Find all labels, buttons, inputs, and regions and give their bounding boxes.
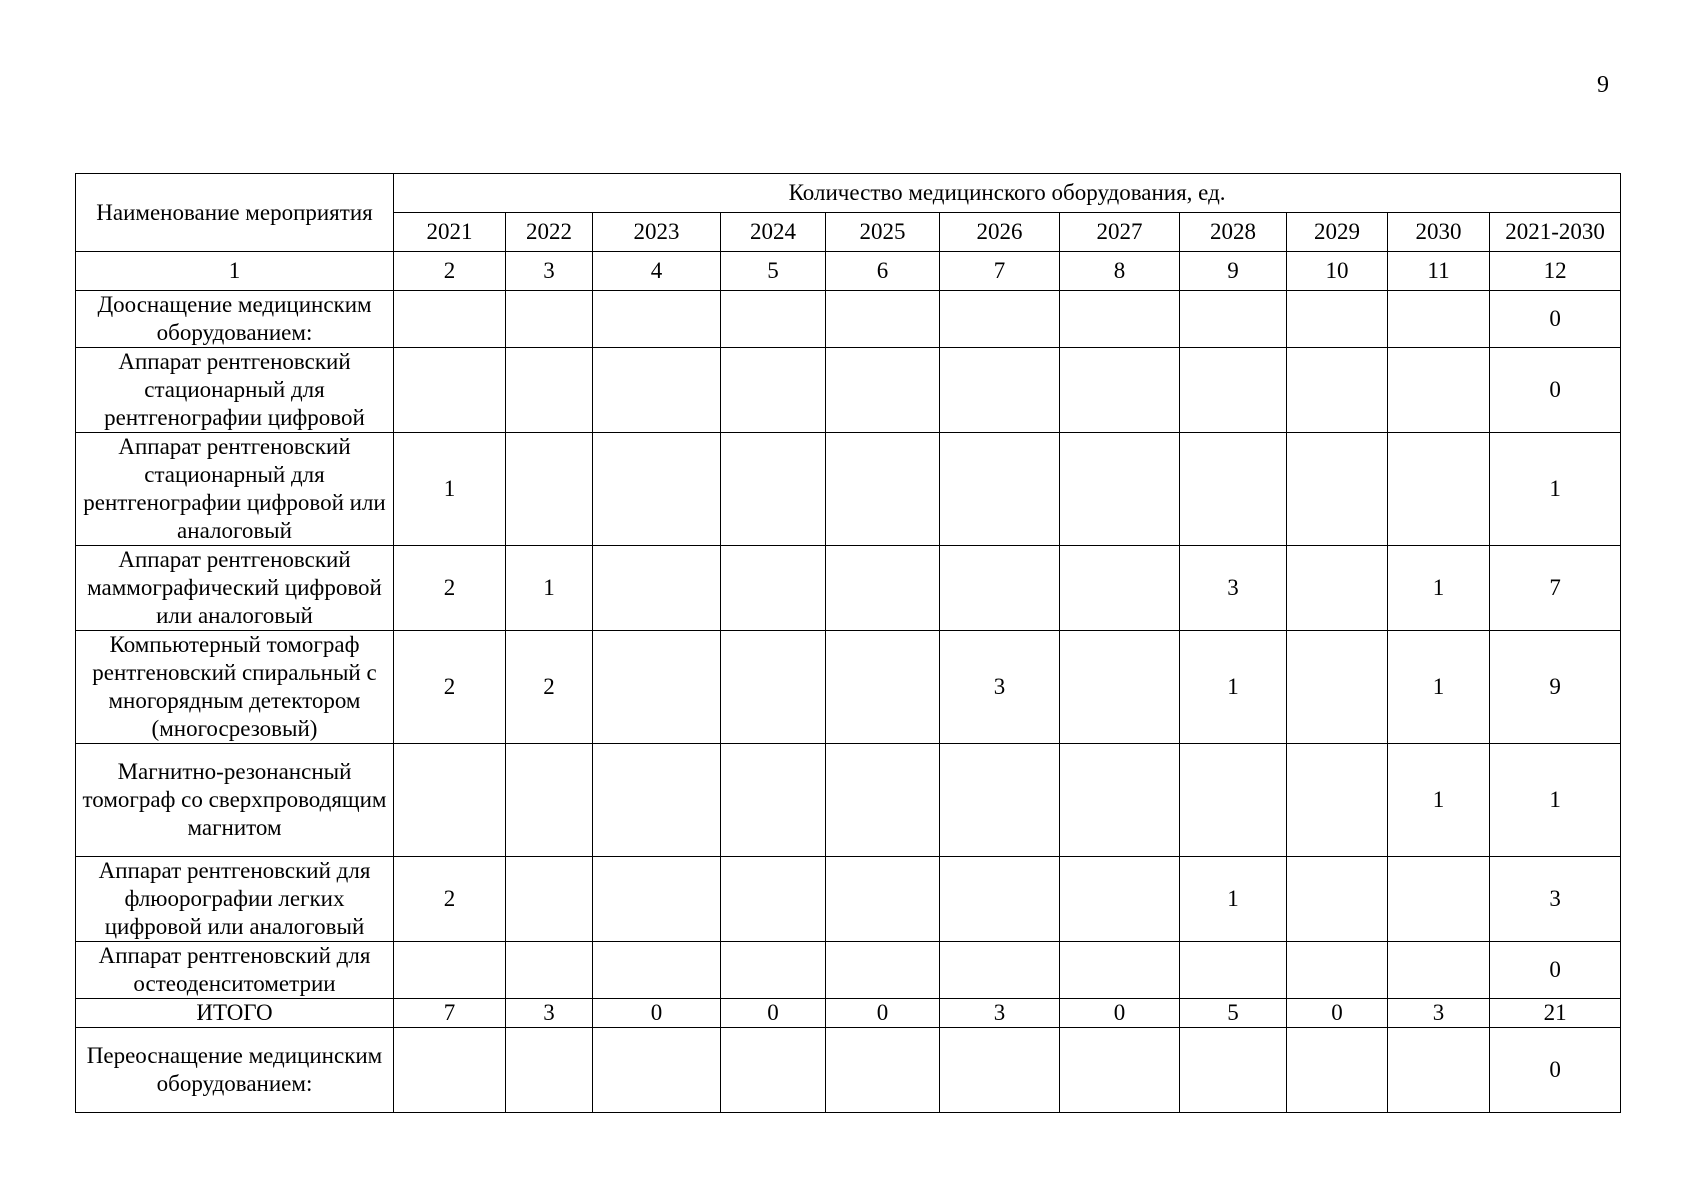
value-cell (1388, 1028, 1490, 1113)
row-name-cell: ИТОГО (76, 999, 394, 1028)
year-header: 2024 (721, 213, 826, 252)
column-number: 8 (1060, 252, 1180, 291)
value-cell (1388, 942, 1490, 999)
value-cell: 3 (940, 999, 1060, 1028)
value-cell (1287, 546, 1388, 631)
year-header: 2028 (1180, 213, 1287, 252)
value-cell (826, 942, 940, 999)
table-row (76, 942, 1621, 999)
column-number: 2 (394, 252, 506, 291)
value-cell (721, 1028, 826, 1113)
table-row (76, 999, 1621, 1028)
value-cell (1287, 942, 1388, 999)
value-cell: 1 (1388, 744, 1490, 857)
table-row (76, 857, 1621, 942)
value-cell: 3 (1490, 857, 1621, 942)
value-cell (593, 433, 721, 546)
row-name-cell: Аппарат рентгеновский для остеоденситометрии (76, 942, 394, 999)
row-name-cell: Аппарат рентгеновский стационарный для рентгенографии цифровой или аналоговый (76, 433, 394, 546)
value-cell (506, 942, 593, 999)
year-header: 2027 (1060, 213, 1180, 252)
value-cell: 0 (1287, 999, 1388, 1028)
column-number-row (76, 252, 1621, 291)
column-number: 9 (1180, 252, 1287, 291)
value-cell (593, 631, 721, 744)
page-number: 9 (1597, 72, 1609, 98)
row-name-cell: Аппарат рентгеновский для флюорографии легких цифровой или аналоговый (76, 857, 394, 942)
value-cell: 3 (1180, 546, 1287, 631)
value-cell (506, 744, 593, 857)
year-header: 2021-2030 (1490, 213, 1621, 252)
value-cell (721, 433, 826, 546)
table-row (76, 291, 1621, 348)
year-header: 2026 (940, 213, 1060, 252)
value-cell: 0 (1060, 999, 1180, 1028)
value-cell (940, 433, 1060, 546)
value-cell: 7 (394, 999, 506, 1028)
value-cell: 0 (721, 999, 826, 1028)
value-cell (940, 291, 1060, 348)
value-cell: 9 (1490, 631, 1621, 744)
value-cell (940, 744, 1060, 857)
value-cell: 1 (1490, 744, 1621, 857)
value-cell (394, 744, 506, 857)
equipment-table (75, 173, 1621, 1113)
year-header: 2030 (1388, 213, 1490, 252)
value-cell: 0 (826, 999, 940, 1028)
value-cell: 1 (1180, 631, 1287, 744)
value-cell (826, 1028, 940, 1113)
value-cell (940, 546, 1060, 631)
value-cell (1180, 744, 1287, 857)
row-name-cell: Переоснащение медицинским оборудованием: (76, 1028, 394, 1113)
value-cell: 3 (1388, 999, 1490, 1028)
value-cell: 1 (1180, 857, 1287, 942)
value-cell (506, 857, 593, 942)
value-cell: 2 (394, 857, 506, 942)
year-header: 2029 (1287, 213, 1388, 252)
value-cell (1060, 348, 1180, 433)
value-cell (1180, 433, 1287, 546)
value-cell (1287, 1028, 1388, 1113)
value-cell (826, 744, 940, 857)
value-cell (506, 291, 593, 348)
value-cell (721, 744, 826, 857)
value-cell (721, 546, 826, 631)
value-cell (1388, 857, 1490, 942)
value-cell (593, 348, 721, 433)
value-cell (1180, 348, 1287, 433)
value-cell (593, 857, 721, 942)
row-name-cell: Аппарат рентгеновский маммографический цифровой или аналоговый (76, 546, 394, 631)
value-cell (506, 1028, 593, 1113)
value-cell (1060, 744, 1180, 857)
value-cell: 5 (1180, 999, 1287, 1028)
value-cell (394, 291, 506, 348)
value-cell: 1 (506, 546, 593, 631)
value-cell (1287, 291, 1388, 348)
value-cell (1388, 348, 1490, 433)
value-cell (394, 348, 506, 433)
value-cell (394, 1028, 506, 1113)
value-cell (940, 942, 1060, 999)
year-header: 2023 (593, 213, 721, 252)
table-row (76, 631, 1621, 744)
value-cell (506, 433, 593, 546)
value-cell (940, 1028, 1060, 1113)
value-cell (1287, 857, 1388, 942)
row-name-cell: Компьютерный томограф рентгеновский спиральный с многорядным детектором (многосрезовый) (76, 631, 394, 744)
value-cell: 0 (593, 999, 721, 1028)
value-cell (721, 942, 826, 999)
value-cell (721, 631, 826, 744)
value-cell: 21 (1490, 999, 1621, 1028)
value-cell (826, 546, 940, 631)
column-number: 1 (76, 252, 394, 291)
value-cell: 3 (506, 999, 593, 1028)
value-cell (1060, 631, 1180, 744)
value-cell (940, 348, 1060, 433)
value-cell (826, 857, 940, 942)
column-number: 3 (506, 252, 593, 291)
column-number: 11 (1388, 252, 1490, 291)
value-cell: 2 (394, 631, 506, 744)
value-cell (826, 291, 940, 348)
value-cell (1180, 1028, 1287, 1113)
value-cell (394, 942, 506, 999)
value-cell: 1 (394, 433, 506, 546)
year-header: 2021 (394, 213, 506, 252)
table-row (76, 1028, 1621, 1113)
value-cell (593, 1028, 721, 1113)
value-cell (1180, 291, 1287, 348)
group-column-header: Количество медицинского оборудования, ед. (394, 174, 1621, 213)
row-name-cell: Магнитно-резонансный томограф со сверхпроводящим магнитом (76, 744, 394, 857)
value-cell (826, 433, 940, 546)
value-cell (1060, 857, 1180, 942)
value-cell (1388, 433, 1490, 546)
table-row (76, 348, 1621, 433)
column-number: 10 (1287, 252, 1388, 291)
value-cell (1287, 744, 1388, 857)
value-cell (593, 546, 721, 631)
year-header: 2022 (506, 213, 593, 252)
column-number: 12 (1490, 252, 1621, 291)
value-cell (721, 348, 826, 433)
value-cell: 2 (506, 631, 593, 744)
value-cell (1060, 1028, 1180, 1113)
value-cell (721, 857, 826, 942)
value-cell (1287, 348, 1388, 433)
value-cell: 0 (1490, 291, 1621, 348)
value-cell: 0 (1490, 1028, 1621, 1113)
year-header: 2025 (826, 213, 940, 252)
column-number: 7 (940, 252, 1060, 291)
value-cell (506, 348, 593, 433)
value-cell (1060, 291, 1180, 348)
value-cell: 1 (1490, 433, 1621, 546)
value-cell (1060, 433, 1180, 546)
value-cell (1180, 942, 1287, 999)
table-row (76, 433, 1621, 546)
value-cell (593, 942, 721, 999)
value-cell (1287, 433, 1388, 546)
value-cell (593, 744, 721, 857)
name-column-header: Наименование мероприятия (76, 174, 394, 252)
column-number: 5 (721, 252, 826, 291)
value-cell (1287, 631, 1388, 744)
value-cell (1388, 291, 1490, 348)
column-number: 4 (593, 252, 721, 291)
value-cell (940, 857, 1060, 942)
row-name-cell: Аппарат рентгеновский стационарный для рентгенографии цифровой (76, 348, 394, 433)
value-cell: 0 (1490, 348, 1621, 433)
value-cell (721, 291, 826, 348)
value-cell (826, 348, 940, 433)
table-row (76, 546, 1621, 631)
table-row (76, 744, 1621, 857)
row-name-cell: Дооснащение медицинским оборудованием: (76, 291, 394, 348)
value-cell: 1 (1388, 546, 1490, 631)
header-row-group (76, 174, 1621, 213)
value-cell: 3 (940, 631, 1060, 744)
value-cell: 2 (394, 546, 506, 631)
value-cell: 0 (1490, 942, 1621, 999)
value-cell (1060, 942, 1180, 999)
column-number: 6 (826, 252, 940, 291)
value-cell: 7 (1490, 546, 1621, 631)
value-cell (1060, 546, 1180, 631)
value-cell: 1 (1388, 631, 1490, 744)
value-cell (826, 631, 940, 744)
value-cell (593, 291, 721, 348)
